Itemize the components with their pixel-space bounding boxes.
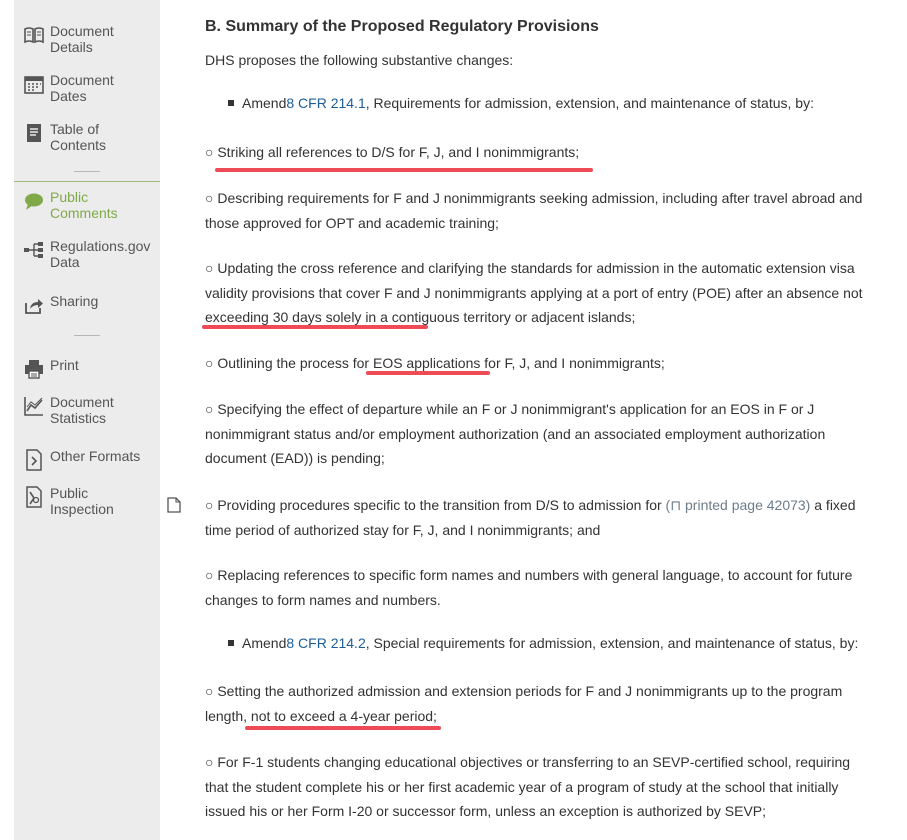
table-of-contents-icon xyxy=(22,121,46,145)
sidebar-item-document-statistics[interactable]: Document Statistics xyxy=(14,394,160,426)
red-underline-annotation xyxy=(202,325,428,329)
provision-paragraph-1: ○ Striking all references to D/S for F, J, and I nonimmigrants; xyxy=(205,144,580,160)
provision-paragraph-7: ○ Replacing references to specific form names and numbers with general language, to account for future changes to form names and numbers. xyxy=(205,567,853,608)
page-edge xyxy=(887,0,907,840)
amend-bullet-1: Amend8 CFR 214.1, Requirements for admission, extension, and maintenance of status, by: xyxy=(228,91,814,115)
sidebar xyxy=(14,0,160,840)
file-code-icon xyxy=(22,448,46,472)
file-search-icon xyxy=(22,485,46,509)
intro-paragraph: DHS proposes the following substantive changes: xyxy=(205,52,514,68)
sidebar-item-document-dates[interactable]: Document Dates xyxy=(14,72,160,104)
sidebar-item-public-inspection[interactable]: Public Inspection xyxy=(14,485,160,517)
book-open-icon xyxy=(22,23,46,47)
data-tree-icon xyxy=(22,238,46,262)
sidebar-item-other-formats[interactable]: Other Formats xyxy=(14,448,160,472)
square-bullet-icon xyxy=(228,640,234,646)
divider xyxy=(74,171,100,172)
printer-icon xyxy=(22,357,46,381)
provision-paragraph-6: ○ Providing procedures specific to the transition from D/S to admission for (⊓ printed page 42073) a fixed time period of authorized stay for F, J, and I nonimmigrants; and xyxy=(205,497,856,538)
page-document-icon[interactable] xyxy=(167,497,181,513)
sidebar-item-regulations-gov-data[interactable]: Regulations.gov Data xyxy=(14,238,160,270)
share-icon xyxy=(22,293,46,317)
divider xyxy=(74,335,100,336)
provision-paragraph-4: ○ Outlining the process for EOS applications for F, J, and I nonimmigrants; xyxy=(205,355,665,371)
cfr-link-214-1[interactable]: 8 CFR 214.1 xyxy=(286,95,366,111)
sidebar-item-table-of-contents[interactable]: Table of Contents xyxy=(14,121,160,153)
section-heading: B. Summary of the Proposed Regulatory Provisions xyxy=(205,18,599,35)
provision-paragraph-8: ○ Setting the authorized admission and extension periods for F and J nonimmigrants up to the program length, not to exceed a 4-year period; xyxy=(205,683,843,724)
red-underline-annotation xyxy=(245,726,441,730)
comment-bubble-icon xyxy=(22,189,46,213)
sidebar-item-sharing[interactable]: Sharing xyxy=(14,293,160,317)
provision-paragraph-5: ○ Specifying the effect of departure while an F or J nonimmigrant's application for an EOS in F or J nonimmigrant status and/or employment authorization (and an associated employment authorization document (EAD)) is pending; xyxy=(205,401,826,466)
provision-paragraph-9: ○ For F-1 students changing educational objectives or transferring to an SEVP-certified school, requiring that the student complete his or her first academic year of a program of study at the school that initially issued his or her Form I-20 or successor form, unless an exception is authorized by SEVP; xyxy=(205,754,851,819)
provision-paragraph-2: ○ Describing requirements for F and J nonimmigrants seeking admission, including after travel abroad and those approved for OPT and academic training; xyxy=(205,190,863,231)
red-underline-annotation xyxy=(366,371,490,375)
sidebar-item-print[interactable]: Print xyxy=(14,357,160,381)
amend-bullet-2: Amend8 CFR 214.2, Special requirements for admission, extension, and maintenance of status, by: xyxy=(228,631,858,655)
red-underline-annotation xyxy=(215,168,593,172)
printed-page-link[interactable]: (⊓ printed page 42073) xyxy=(665,497,811,513)
statistics-chart-icon xyxy=(22,394,46,418)
square-bullet-icon xyxy=(228,100,234,106)
calendar-icon xyxy=(22,72,46,96)
active-section-line xyxy=(14,181,160,182)
provision-paragraph-3: ○ Updating the cross reference and clarifying the standards for admission in the automatic extension visa validity provisions that cover F and J nonimmigrants applying at a port of entry (POE) after an absence not exceeding 30 days solely in a contiguous territory or adjacent islands; xyxy=(205,260,863,325)
sidebar-item-public-comments[interactable]: Public Comments xyxy=(14,189,160,221)
sidebar-item-document-details[interactable]: Document Details xyxy=(14,23,160,55)
cfr-link-214-2[interactable]: 8 CFR 214.2 xyxy=(286,635,366,651)
